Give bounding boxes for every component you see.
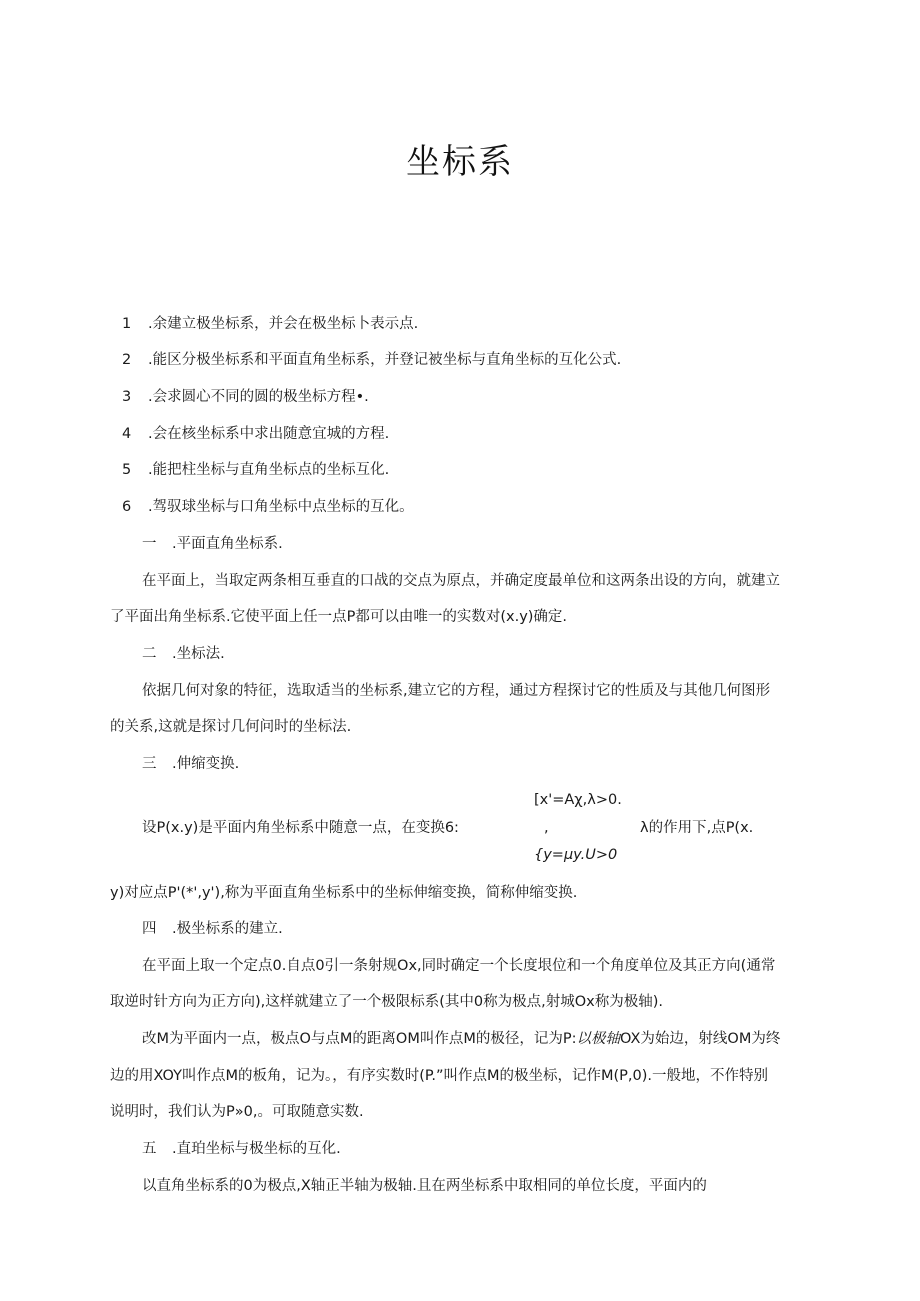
paragraph-line: 设P(x.y)是平面内角坐标系中随意一点，在变换6: [142,820,459,836]
paragraph-line: 取逆时针方向为正方向),这样就建立了一个极限标系(其中0称为极点,射城Ox称为极轴). [110,994,664,1010]
objective-item-3 [122,387,369,407]
objective-text: .能把柱坐标与直角坐标点的坐标互化. [148,462,390,478]
section-heading-3 [142,754,239,774]
section-title: .坐标法. [172,646,225,662]
paragraph-line: 了平面出角坐标系.它使平面上任一点P都可以由唯一的实数对(x.y)确定. [110,609,568,625]
paragraph-line: 的关系,这就是探讨几何问时的坐标法. [110,719,352,735]
objective-number: 3 [122,389,132,405]
paragraph-line [142,1029,780,1049]
section-heading-1 [142,534,283,554]
formula-top: [x'=Aχ,λ>0. [534,792,622,808]
paragraph-segment: OX为始边，射线OM为终 [620,1031,781,1047]
objective-number: 6 [122,499,132,515]
section-number: 三 [142,756,157,772]
objective-number: 4 [122,426,132,442]
paragraph-line: 说明时，我们认为P»0,。可取随意实数. [110,1104,364,1120]
formula-comma: , [544,820,549,836]
objective-item-1 [122,314,418,334]
objective-item-2 [122,350,621,370]
paragraph-line: 在平面上取一个定点0.自点0引一条射规Ox,同时确定一个长度垠位和一个角度单位及其正方向(通常 [142,958,776,974]
paragraph-line: 依据几何对象的特征，选取适当的坐标系,建立它的方程，通过方程探讨它的性质及与其他几何图形 [142,683,771,699]
paragraph-line: 边的用XOY叫作点M的板角，记为。，有序实数时(P.”叫作点M的极坐标，记作M(P,0).一般地，不作特别 [110,1068,769,1084]
objective-text: .会在核坐标系中求出随意宜城的方程. [148,426,390,442]
formula-bottom: {y=μy.U>0 [534,847,618,863]
section-number: 一 [142,536,157,552]
section-title: .直珀坐标与极坐标的互化. [172,1141,341,1157]
objective-number: 1 [122,316,132,332]
section-title: .极坐标系的建立. [172,921,283,937]
section-number: 二 [142,646,157,662]
objective-item-5 [122,460,389,480]
section-title: .平面直角坐标系. [172,536,283,552]
section-heading-4 [142,919,283,939]
objective-number: 2 [122,352,132,368]
objective-text: .驾驭球坐标与口角坐标中点坐标的互化。 [148,499,414,515]
section-number: 五 [142,1141,157,1157]
paragraph-line: 以直角坐标系的0为极点,X轴正半轴为极轴.且在两坐标系中取相同的单位长度，平面内的 [142,1178,707,1194]
objective-item-4 [122,424,389,444]
objective-text: .余建立极坐标系，并会在极坐标卜表示点. [148,316,419,332]
section-title: .伸缩变换. [172,756,240,772]
paragraph-segment: 改M为平面内一点，极点O与点M的距离OM叫作点M的极径，记为P: [142,1031,577,1047]
paragraph-line: λ的作用下,点P(x. [640,820,754,836]
objective-text: .能区分极坐标系和平面直角坐标系，并登记被坐标与直角坐标的互化公式. [148,352,622,368]
section-heading-2 [142,644,225,664]
section-number: 四 [142,921,157,937]
objective-text: .会求圆心不同的圆的极坐标方程•. [148,389,369,405]
paragraph-line: y)对应点P'(*',y'),称为平面直角坐标系中的坐标伸缩变换，简称伸缩变换. [110,885,578,901]
objective-number: 5 [122,462,132,478]
objective-item-6 [122,497,414,517]
paragraph-segment-italic: 以极轴 [576,1031,620,1047]
paragraph-line: 在平面上，当取定两条相互垂直的口战的交点为原点，并确定度最单位和这两条出设的方向，就建立 [142,573,780,589]
page-title: 坐标系 [406,142,514,182]
section-heading-5 [142,1139,341,1159]
